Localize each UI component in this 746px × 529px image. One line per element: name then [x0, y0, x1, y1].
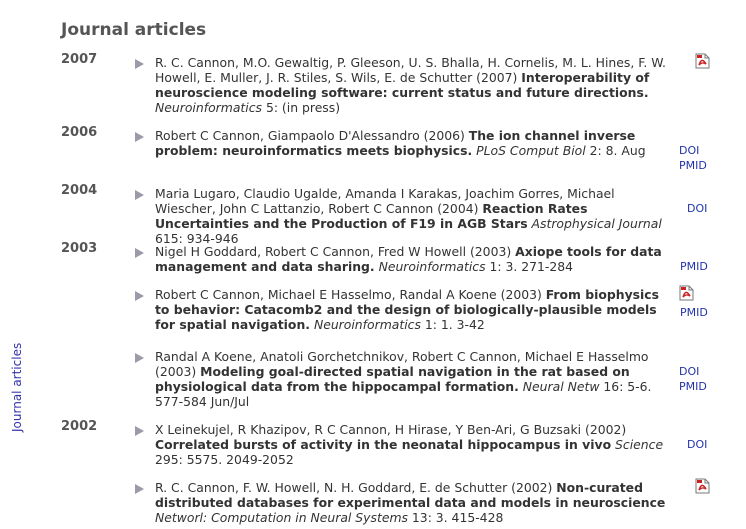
play-arrow-icon[interactable]: [135, 484, 144, 494]
pdf-icon[interactable]: [695, 478, 710, 494]
citation-title: Modeling goal-directed spatial navigation in the rat based on physiological data from the hippocampal formation.: [155, 364, 630, 394]
pmid-link[interactable]: PMID: [679, 380, 707, 393]
doi-link[interactable]: DOI: [687, 202, 708, 215]
citation-journal: Science: [615, 437, 664, 452]
play-arrow-icon[interactable]: [135, 59, 144, 69]
pmid-link[interactable]: PMID: [680, 260, 708, 273]
citation-journal: PLoS Comput Biol: [476, 143, 586, 158]
citation-title: Axiope tools for data management and data sharing.: [155, 244, 662, 274]
citation-title: Correlated bursts of activity in the neonatal hippocampus in vivo: [155, 437, 612, 452]
play-arrow-icon[interactable]: [135, 248, 144, 258]
citation: [155, 422, 675, 467]
citation-authors: Randal A Koene, Anatoli Gorchetchnikov, Robert C Cannon, Michael E Hasselmo (2003): [155, 349, 649, 379]
citation-details: 5: (in press): [265, 100, 341, 115]
citation-details: 16: 5-6. 577-584 Jun/Jul: [155, 379, 652, 409]
play-arrow-icon[interactable]: [135, 353, 144, 363]
citation: [155, 128, 675, 158]
doi-link[interactable]: DOI: [687, 438, 708, 451]
citation-journal: Neuroinformatics: [378, 259, 486, 274]
year-heading: 2006: [61, 125, 98, 140]
citation-details: 2: 8. Aug: [589, 143, 646, 158]
citation-title: Non-curated distributed databases for experimental data and models in neuroscience: [155, 480, 666, 510]
citation: [155, 55, 675, 115]
play-arrow-icon[interactable]: [135, 190, 144, 200]
citation-journal: Networl: Computation in Neural Systems: [155, 510, 408, 525]
year-heading: 2002: [61, 419, 98, 434]
citation-title: From biophysics to behavior: Catacomb2 and the design of biologically-plausible models for spatial navigation.: [155, 287, 660, 332]
citation-details: 1: 1. 3-42: [424, 317, 485, 332]
citation-authors: R. C. Cannon, F. W. Howell, N. H. Goddard, E. de Schutter (2002): [155, 480, 553, 495]
citation: [155, 186, 675, 246]
play-arrow-icon[interactable]: [135, 132, 144, 142]
citation: [155, 244, 675, 274]
citation-authors: R. C. Cannon, M.O. Gewaltig, P. Gleeson, U. S. Bhalla, H. Cornelis, M. L. Hines, F. W. Howell, E. Muller, J. R. Stiles, S. Wils, E. de Schutter (2007): [155, 55, 666, 85]
play-arrow-icon[interactable]: [135, 426, 144, 436]
year-heading: 2003: [61, 241, 98, 256]
pmid-link[interactable]: PMID: [680, 306, 708, 319]
citation-details: 615: 934-946: [155, 231, 239, 246]
citation-details: 1: 3. 271-284: [489, 259, 574, 274]
citation: [155, 287, 675, 332]
citation-title: Interoperability of neuroscience modeling software: current status and future directions.: [155, 70, 650, 100]
citation-authors: Maria Lugaro, Claudio Ugalde, Amanda I Karakas, Joachim Gorres, Michael Wiescher, John C Lattanzio, Robert C Cannon (2004): [155, 186, 615, 216]
citation: [155, 349, 675, 409]
pmid-link[interactable]: PMID: [679, 159, 707, 172]
citation-details: 295: 5575. 2049-2052: [155, 452, 294, 467]
citation-details: 13: 3. 415-428: [411, 510, 504, 525]
pdf-icon[interactable]: [695, 53, 710, 69]
play-arrow-icon[interactable]: [135, 291, 144, 301]
citation-title: The ion channel inverse problem: neuroinformatics meets biophysics.: [155, 128, 636, 158]
year-heading: 2007: [61, 52, 98, 67]
citation-authors: X Leinekujel, R Khazipov, R C Cannon, H Hirase, Y Ben-Ari, G Buzsaki (2002): [155, 422, 627, 437]
citation-authors: Nigel H Goddard, Robert C Cannon, Fred W Howell (2003): [155, 244, 512, 259]
doi-link[interactable]: DOI: [679, 144, 700, 157]
citation-authors: Robert C Cannon, Michael E Hasselmo, Randal A Koene (2003): [155, 287, 542, 302]
citation-journal: Neural Netw: [522, 379, 600, 394]
citation-authors: Robert C Cannon, Giampaolo D'Alessandro (2006): [155, 128, 465, 143]
citation-journal: Astrophysical Journal: [531, 216, 662, 231]
citation-title: Reaction Rates Uncertainties and the Production of F19 in AGB Stars: [155, 201, 588, 231]
citation-journal: Neuroinformatics: [155, 100, 262, 115]
pdf-icon[interactable]: [679, 285, 694, 301]
doi-link[interactable]: DOI: [679, 365, 700, 378]
section-title: Journal articles: [61, 20, 207, 40]
side-label[interactable]: Journal articles: [10, 342, 24, 432]
year-heading: 2004: [61, 183, 98, 198]
citation: [155, 480, 675, 525]
citation-journal: Neuroinformatics: [313, 317, 421, 332]
